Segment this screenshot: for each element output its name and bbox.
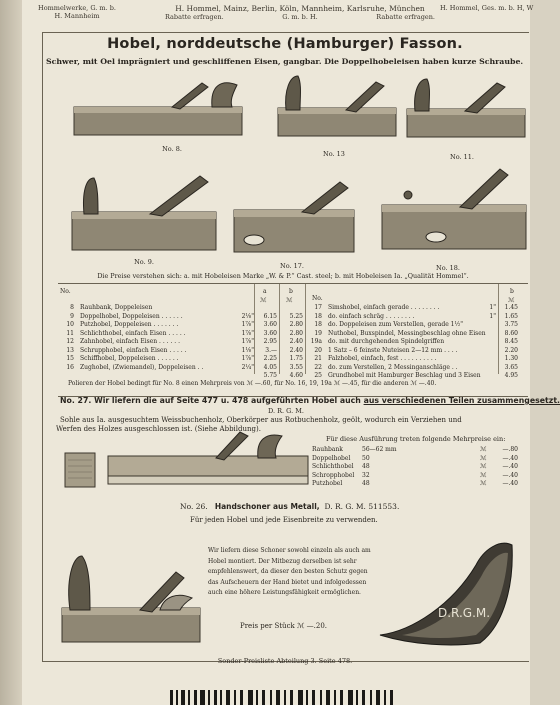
extras-item-currency: ℳ xyxy=(480,454,487,462)
extras-item-name: Schlichthobel xyxy=(312,463,354,470)
table-left-head-no: No. xyxy=(60,288,71,295)
table-left-cell-a: 3.60 xyxy=(263,329,277,337)
table-left-cell-b: 4.60 xyxy=(289,372,303,379)
binding-barcode-strip xyxy=(170,690,400,705)
table-right-cell-b: 8.45 xyxy=(504,338,518,345)
table-left-head-b: b xyxy=(289,288,293,295)
table-right-cell-b: 1.45 xyxy=(504,304,518,311)
table-right-cell-name: Nuthobel, Buxspindel, Messingbeschlag ohne Eisen xyxy=(328,329,486,337)
plane-illustration-no11 xyxy=(405,75,527,145)
section26-price: Preis per Stück ℳ —.20. xyxy=(240,622,328,630)
table-left-cell-a: 6.15 xyxy=(263,312,277,320)
header-middle xyxy=(165,4,435,22)
table-left-cell-no: 10 xyxy=(66,321,74,328)
extras-item-price: —.40 xyxy=(502,480,518,487)
table-left-cell-b: 2.80 xyxy=(289,329,303,337)
figure-label-no18: No. 18. xyxy=(436,264,460,272)
binding-shadow xyxy=(0,0,22,705)
table-right-cell-name: Grundhobel mit Hamburger Beschlag und 3 Eisen xyxy=(328,372,481,379)
extras-item-name: Putzhobel xyxy=(312,480,343,487)
table-left-currency-b: ℳ xyxy=(286,297,293,304)
table-right-cell-b: 3.75 xyxy=(504,321,518,328)
table-left-cell-size: 2⅛" xyxy=(241,312,254,320)
plane-illustration-no17 xyxy=(232,180,357,258)
table-left-cell-b: 3.55 xyxy=(289,363,303,371)
section27-mark: D. R. G. M. xyxy=(268,407,304,415)
plane-illustration-no13 xyxy=(276,72,398,144)
table-left-cell-b: 2.80 xyxy=(289,321,303,328)
table-left-cell-size: 1⅞" xyxy=(241,338,254,345)
header-rabatte-left: Rabatte erfragen. xyxy=(165,13,224,21)
table-left-cell-a: 3.— xyxy=(265,346,277,354)
table-right-cell-no: 17 xyxy=(314,304,322,311)
table-left-cell-no: 15 xyxy=(66,355,74,362)
table-right-cell-b: 4.95 xyxy=(504,372,518,379)
section26-prefix: No. 26. xyxy=(180,502,208,511)
table-right-cell-b: 1.65 xyxy=(504,312,518,320)
extras-item-price: —.40 xyxy=(502,463,518,470)
section27-underlined: aus verschiedenen Teilen zusammengesetzt. xyxy=(363,396,560,405)
extras-item-size: 50 xyxy=(362,454,370,462)
table-right-cell-no: 18 xyxy=(314,312,322,320)
plane-illustration-no9 xyxy=(70,172,220,258)
extras-item-size: 48 xyxy=(362,463,370,470)
table-left-cell-size: 1⅞" xyxy=(241,329,254,337)
header-left: Hommelwerke, G. m. b. H. Mannheim xyxy=(38,4,116,20)
extras-item-currency: ℳ xyxy=(480,471,487,479)
page-footer: Sonder-Preisliste Abteilung 3. Seite 478. xyxy=(217,657,353,665)
table-right-cell-name: do. mit durchgehenden Spindelgriffen xyxy=(328,338,445,345)
table-left-cell-no: 9 xyxy=(70,312,74,320)
table-divider-a xyxy=(254,284,255,374)
table-left-cell-size: 1⅛" xyxy=(241,346,254,354)
table-right-cell-no: 18 xyxy=(314,321,322,328)
table-left-cell-name: Putzhobel, Doppeleisen . . . . . . . xyxy=(80,321,179,328)
page-title: Hobel, norddeutsche (Hamburger) Fasson. xyxy=(107,36,463,52)
figure-label-no13: No. 13 xyxy=(323,150,345,158)
table-right-cell-no: 25 xyxy=(314,372,322,379)
header-rabatte-right: Rabatte erfragen. xyxy=(376,13,435,21)
table-divider-b xyxy=(279,284,280,374)
table-left-cell-a: 3.60 xyxy=(263,321,277,328)
table-left-cell-no: 13 xyxy=(66,346,74,354)
table-left-cell-name: Schiffhobel, Doppeleisen . . . . . . xyxy=(80,355,179,362)
section27-line1: Sohle aus Ia. ausgesuchtem Weissbuchenholz, Oberkörper aus Rotbuchenholz, geölt, wodurch ein Verziehen und xyxy=(60,416,462,424)
table-left-cell-name: Schlichthobel, einfach Eisen . . . . . xyxy=(80,329,186,337)
extras-item-price: —.40 xyxy=(502,454,518,462)
table-right-cell-b: 2.20 xyxy=(504,346,518,354)
table-right-cell-b: 1.30 xyxy=(504,355,518,362)
plane-illustration-no18 xyxy=(380,165,528,257)
table-right-cell-b: 8.60 xyxy=(504,329,518,337)
extras-item-name: Rauhbank xyxy=(312,446,343,453)
section27-heading xyxy=(60,396,560,405)
table-left-cell-size: 2¼" xyxy=(241,363,254,371)
section26-heading xyxy=(180,502,399,511)
table-left-cell-b: 1.75 xyxy=(289,355,303,362)
table-left-cell-no: 8 xyxy=(70,304,74,311)
table-left-cell-size: 1⅞" xyxy=(241,355,254,362)
table-right-head-b: b xyxy=(510,288,514,295)
extras-item-currency: ℳ xyxy=(480,480,487,487)
section26-subtitle: Für jeden Hobel und jede Eisenbreite zu verwenden. xyxy=(190,516,378,524)
table-left-cell-a: 2.25 xyxy=(263,355,277,362)
extras-item-size: 56—62 mm xyxy=(362,446,397,453)
composite-plane-illustration xyxy=(106,428,311,490)
extras-item-price: —.40 xyxy=(502,471,518,479)
table-right-cell-no: 19 xyxy=(314,329,322,337)
figure-label-no8: No. 8. xyxy=(162,145,182,153)
table-left-cell-a: 5.75 xyxy=(263,372,277,379)
table-left-cell-name: Schrupphobel, einfach Eisen . . . . . xyxy=(80,346,187,354)
figure-label-no17: No. 17. xyxy=(280,262,304,270)
table-left-currency-a: ℳ xyxy=(260,297,267,304)
table-left-head-a: a xyxy=(263,288,267,295)
page-subtitle: Schwer, mit Oel imprägniert und geschliffenen Eisen, gangbar. Die Doppelhobeleisen haben kurze Schraube. xyxy=(46,57,524,66)
table-right-cell-name: do. einfach schräg . . . . . . . . xyxy=(328,312,415,320)
table-right-cell-no: 19a xyxy=(310,338,322,345)
section26-paragraph: Wir liefern diese Schoner sowohl einzeln als auch am Hobel montiert. Der Mitbezug derselben ist sehr empfehlenswert, da dieser den besten Schutz gegen das Aufscheuern der Hand bietet und infolgedessen auch eine höhere Leistungsfähigkeit ermöglichen. xyxy=(208,547,371,596)
table-right-head-no: No. xyxy=(312,295,323,302)
table-right-cell-no: 21 xyxy=(314,355,322,362)
section27-line2: Werfen des Holzes ausgeschlossen ist. (Siehe Abbildung). xyxy=(56,424,261,433)
table-left-cell-a: 2.95 xyxy=(263,338,277,345)
section26-mark: D. R. G. M. 511553. xyxy=(324,502,400,511)
table-left-cell-no: 12 xyxy=(66,338,74,345)
header-middle-line1: H. Hommel, Mainz, Berlin, Köln, Mannheim, Karlsruhe, München xyxy=(175,4,425,13)
header-gmbh: G. m. b. H. xyxy=(282,13,318,21)
header-right: H. Hommel, Ges. m. b. H, W xyxy=(440,4,534,12)
polish-note: Polieren der Hobel bedingt für No. 8 einen Mehrpreis von ℳ —.60, für No. 16, 19, 19a ℳ —.45, für die anderen ℳ —.40. xyxy=(68,380,437,387)
header-middle-line2 xyxy=(165,13,435,22)
handguard-stamp: D.R.G.M. xyxy=(438,606,491,620)
table-left-cell-name: Doppelhobel, Doppeleisen . . . . . . xyxy=(80,312,183,320)
figure-label-no11: No. 11. xyxy=(450,153,474,161)
section26-title: Handschoner aus Metall, xyxy=(214,502,320,511)
table-right-cell-name: Simshobel, einfach gerade . . . . . . . . xyxy=(328,304,440,311)
table-left-cell-no: 11 xyxy=(66,329,74,337)
extras-item-currency: ℳ xyxy=(480,463,487,470)
table-left-cell-no: 16 xyxy=(66,363,74,371)
table-right-cell-size: 1" xyxy=(489,304,496,311)
handguard-illustration xyxy=(372,535,522,650)
table-left-cell-name: Zughobel, (Zwiemandel), Doppeleisen . . xyxy=(80,363,204,371)
table-left-cell-b: 2.40 xyxy=(289,346,303,354)
extras-item-currency: ℳ xyxy=(480,446,487,453)
extras-item-name: Doppelhobel xyxy=(312,454,351,462)
wood-grain-sample xyxy=(64,452,96,488)
table-right-cell-no: 22 xyxy=(314,363,322,371)
table-left-cell-b: 5.25 xyxy=(289,312,303,320)
table-right-cell-no: 20 xyxy=(314,346,322,354)
figure-label-no9: No. 9. xyxy=(134,258,154,266)
table-left-cell-name: Rauhbank, Doppeleisen xyxy=(80,304,153,311)
table-divider-right xyxy=(498,284,499,374)
section27-prefix: No. 27. xyxy=(60,396,92,405)
plane-with-handguard-illustration xyxy=(60,552,205,648)
table-right-cell-name: do. Doppeleisen zum Verstellen, gerade 1½" xyxy=(328,321,464,328)
table-right-cell-b: 3.65 xyxy=(504,363,518,371)
table-left-cell-a: 4.05 xyxy=(263,363,277,371)
table-left-cell-size: 1⅞" xyxy=(241,321,254,328)
table-right-cell-name: do. zum Verstellen, 2 Messinganschläge . . xyxy=(328,363,458,371)
table-right-cell-name: 1 Satz – 6 feinste Nuteisen 2—12 mm . . . . xyxy=(328,346,458,354)
table-left-cell-b: 2.40 xyxy=(289,338,303,345)
extras-item-size: 48 xyxy=(362,480,370,487)
extras-item-name: Schropphobel xyxy=(312,471,355,479)
plane-illustration-no8 xyxy=(72,75,247,145)
table-right-cell-size: 1" xyxy=(489,312,496,320)
extras-heading: Für diese Ausführung treten folgende Mehrpreise ein: xyxy=(326,435,506,443)
table-left-cell-name: Zahnhobel, einfach Eisen . . . . . . xyxy=(80,338,181,345)
table-right-currency: ℳ xyxy=(508,297,515,304)
extras-item-size: 32 xyxy=(362,471,370,479)
price-note: Die Preise verstehen sich: a. mit Hobeleisen Marke „W. & P.“ Cast. steel; b. mit Hobeleisen Ia. „Qualität Hommel“. xyxy=(97,272,469,280)
table-right-cell-name: Falzhobel, einfach, fest . . . . . . . . . . xyxy=(328,355,437,362)
section27-text: Wir liefern die auf Seite 477 u. 478 aufgeführten Hobel auch xyxy=(94,396,361,405)
extras-item-price: —.80 xyxy=(502,446,518,453)
